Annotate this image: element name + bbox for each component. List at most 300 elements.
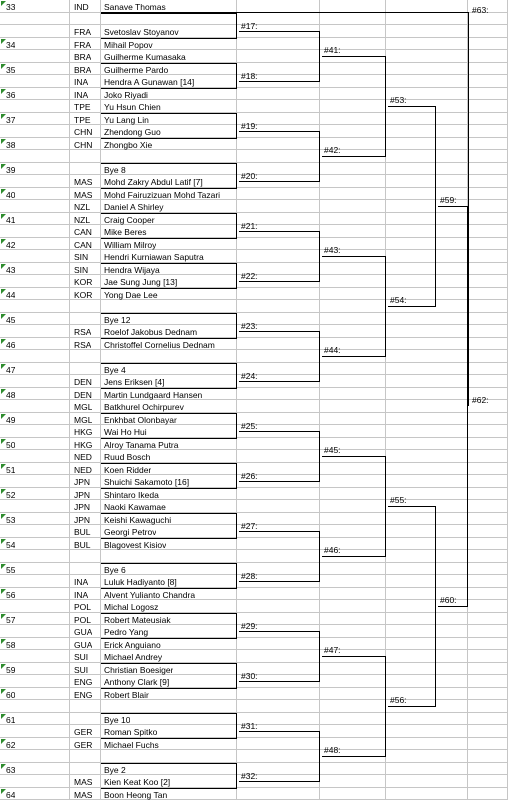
country-code: GUA xyxy=(74,639,93,650)
sheet-cell[interactable] xyxy=(70,700,101,713)
sheet-cell[interactable] xyxy=(0,200,70,213)
sheet-cell[interactable] xyxy=(386,213,468,226)
sheet-cell[interactable] xyxy=(70,750,101,763)
sheet-cell[interactable] xyxy=(386,725,468,738)
sheet-cell[interactable] xyxy=(70,563,101,576)
sheet-cell[interactable] xyxy=(386,275,468,288)
sheet-cell[interactable] xyxy=(237,200,320,213)
player-name: Craig Cooper xyxy=(104,214,155,225)
sheet-cell[interactable] xyxy=(468,63,508,76)
sheet-cell[interactable] xyxy=(0,25,70,38)
sheet-cell[interactable] xyxy=(0,575,70,588)
sheet-cell[interactable] xyxy=(386,325,468,338)
sheet-cell[interactable] xyxy=(386,763,468,776)
sheet-cell[interactable] xyxy=(237,488,320,501)
sheet-cell[interactable] xyxy=(320,763,386,776)
sheet-cell[interactable] xyxy=(320,575,386,588)
sheet-cell[interactable] xyxy=(468,25,508,38)
sheet-cell[interactable] xyxy=(386,350,468,363)
sheet-cell[interactable] xyxy=(320,675,386,688)
match-number-label: #43: xyxy=(324,245,341,256)
sheet-cell[interactable] xyxy=(237,400,320,413)
sheet-cell[interactable] xyxy=(386,563,468,576)
sheet-cell[interactable] xyxy=(468,413,508,426)
sheet-cell[interactable] xyxy=(0,75,70,88)
bracket-line xyxy=(239,781,320,782)
sheet-cell[interactable] xyxy=(320,288,386,301)
sheet-cell[interactable] xyxy=(0,350,70,363)
sheet-cell[interactable] xyxy=(468,263,508,276)
sheet-cell[interactable] xyxy=(101,350,237,363)
sheet-cell[interactable] xyxy=(320,100,386,113)
match-number-label: #28: xyxy=(241,571,258,582)
sheet-cell[interactable] xyxy=(320,325,386,338)
sheet-cell[interactable] xyxy=(386,138,468,151)
sheet-cell[interactable] xyxy=(0,700,70,713)
sheet-cell[interactable] xyxy=(386,50,468,63)
sheet-cell[interactable] xyxy=(386,775,468,788)
draw-position-number: 45 xyxy=(6,314,16,325)
player-name: Blagovest Kisiov xyxy=(104,539,167,550)
sheet-cell[interactable] xyxy=(320,775,386,788)
match-number-label: #48: xyxy=(324,745,341,756)
bracket-line xyxy=(101,238,237,239)
sheet-cell[interactable] xyxy=(237,638,320,651)
sheet-cell[interactable] xyxy=(320,300,386,313)
sheet-cell[interactable] xyxy=(468,750,508,763)
draw-position-number: 36 xyxy=(6,89,16,100)
sheet-cell[interactable] xyxy=(237,788,320,801)
sheet-cell[interactable] xyxy=(468,363,508,376)
bracket-line xyxy=(239,31,320,32)
sheet-cell[interactable] xyxy=(237,550,320,563)
sheet-cell[interactable] xyxy=(0,725,70,738)
sheet-cell[interactable] xyxy=(468,275,508,288)
sheet-cell[interactable] xyxy=(70,163,101,176)
sheet-cell[interactable] xyxy=(320,600,386,613)
sheet-cell[interactable] xyxy=(237,750,320,763)
bracket-line xyxy=(101,338,237,339)
sheet-cell[interactable] xyxy=(320,663,386,676)
player-name: Bye 8 xyxy=(104,164,126,175)
sheet-cell[interactable] xyxy=(386,575,468,588)
sheet-cell[interactable] xyxy=(320,225,386,238)
sheet-cell[interactable] xyxy=(0,250,70,263)
sheet-cell[interactable] xyxy=(0,600,70,613)
sheet-cell[interactable] xyxy=(468,88,508,101)
sheet-cell[interactable] xyxy=(468,775,508,788)
sheet-cell[interactable] xyxy=(237,500,320,513)
bracket-line xyxy=(239,631,320,632)
sheet-cell[interactable] xyxy=(468,313,508,326)
sheet-cell[interactable] xyxy=(320,413,386,426)
sheet-cell[interactable] xyxy=(237,700,320,713)
sheet-cell[interactable] xyxy=(386,525,468,538)
sheet-cell[interactable] xyxy=(468,75,508,88)
sheet-cell[interactable] xyxy=(386,363,468,376)
sheet-cell[interactable] xyxy=(468,563,508,576)
sheet-cell[interactable] xyxy=(386,538,468,551)
sheet-cell[interactable] xyxy=(386,75,468,88)
bracket-line xyxy=(239,731,320,732)
sheet-cell[interactable] xyxy=(237,100,320,113)
draw-position-number: 50 xyxy=(6,439,16,450)
sheet-cell[interactable] xyxy=(386,13,468,26)
sheet-cell[interactable] xyxy=(386,675,468,688)
sheet-cell[interactable] xyxy=(468,700,508,713)
sheet-cell[interactable] xyxy=(101,750,237,763)
player-name: Kien Keat Koo [2] xyxy=(104,777,171,787)
sheet-cell[interactable] xyxy=(0,275,70,288)
sheet-cell[interactable] xyxy=(386,613,468,626)
sheet-cell[interactable] xyxy=(386,225,468,238)
sheet-cell[interactable] xyxy=(0,625,70,638)
sheet-cell[interactable] xyxy=(386,425,468,438)
sheet-cell[interactable] xyxy=(468,525,508,538)
sheet-cell[interactable] xyxy=(237,738,320,751)
sheet-cell[interactable] xyxy=(468,463,508,476)
sheet-cell[interactable] xyxy=(0,300,70,313)
player-name: Sanave Thomas xyxy=(104,2,166,12)
sheet-cell[interactable] xyxy=(468,438,508,451)
sheet-cell[interactable] xyxy=(0,125,70,138)
sheet-cell[interactable] xyxy=(320,500,386,513)
sheet-cell[interactable] xyxy=(468,663,508,676)
sheet-cell[interactable] xyxy=(386,113,468,126)
sheet-cell[interactable] xyxy=(237,450,320,463)
sheet-cell[interactable] xyxy=(70,550,101,563)
bracket-line xyxy=(101,213,237,214)
sheet-cell[interactable] xyxy=(0,450,70,463)
match-number-label: #29: xyxy=(241,621,258,632)
sheet-cell[interactable] xyxy=(237,538,320,551)
sheet-cell[interactable] xyxy=(70,363,101,376)
sheet-cell[interactable] xyxy=(386,663,468,676)
sheet-cell[interactable] xyxy=(468,250,508,263)
sheet-cell[interactable] xyxy=(70,713,101,726)
sheet-cell[interactable] xyxy=(386,413,468,426)
sheet-cell[interactable] xyxy=(386,388,468,401)
sheet-cell[interactable] xyxy=(237,650,320,663)
sheet-cell[interactable] xyxy=(468,375,508,388)
sheet-cell[interactable] xyxy=(468,588,508,601)
sheet-cell[interactable] xyxy=(320,363,386,376)
sheet-cell[interactable] xyxy=(468,300,508,313)
sheet-cell[interactable] xyxy=(386,788,468,801)
sheet-cell[interactable] xyxy=(237,138,320,151)
sheet-cell[interactable] xyxy=(386,750,468,763)
country-code: BRA xyxy=(74,64,92,75)
sheet-cell[interactable] xyxy=(0,50,70,63)
sheet-cell[interactable] xyxy=(468,288,508,301)
sheet-cell[interactable] xyxy=(320,275,386,288)
sheet-cell[interactable] xyxy=(468,175,508,188)
sheet-cell[interactable] xyxy=(237,600,320,613)
bracket-line xyxy=(101,638,237,639)
player-name: Bye 12 xyxy=(104,314,131,325)
bracket-line xyxy=(101,113,237,114)
player-name: William Milroy xyxy=(104,239,157,250)
sheet-cell[interactable] xyxy=(101,300,237,313)
sheet-cell[interactable] xyxy=(468,763,508,776)
sheet-cell[interactable] xyxy=(320,625,386,638)
sheet-cell[interactable] xyxy=(0,175,70,188)
sheet-cell[interactable] xyxy=(320,525,386,538)
bracket-line xyxy=(101,563,237,564)
sheet-cell[interactable] xyxy=(468,213,508,226)
sheet-cell[interactable] xyxy=(468,638,508,651)
sheet-cell[interactable] xyxy=(468,150,508,163)
sheet-cell[interactable] xyxy=(0,750,70,763)
sheet-cell[interactable] xyxy=(0,775,70,788)
sheet-cell[interactable] xyxy=(468,513,508,526)
sheet-cell[interactable] xyxy=(468,350,508,363)
sheet-cell[interactable] xyxy=(70,313,101,326)
player-name: Alvent Yulianto Chandra xyxy=(104,589,196,600)
country-code: NED xyxy=(74,452,92,462)
sheet-cell[interactable] xyxy=(320,125,386,138)
sheet-cell[interactable] xyxy=(468,500,508,513)
sheet-cell[interactable] xyxy=(468,188,508,201)
sheet-cell[interactable] xyxy=(468,675,508,688)
sheet-cell[interactable] xyxy=(237,350,320,363)
sheet-cell[interactable] xyxy=(386,163,468,176)
sheet-cell[interactable] xyxy=(468,613,508,626)
player-name: Michal Logosz xyxy=(104,602,159,612)
country-code: KOR xyxy=(74,289,93,300)
sheet-cell[interactable] xyxy=(0,13,70,26)
sheet-cell[interactable] xyxy=(386,25,468,38)
sheet-cell[interactable] xyxy=(386,338,468,351)
sheet-cell[interactable] xyxy=(237,588,320,601)
sheet-cell[interactable] xyxy=(468,725,508,738)
sheet-cell[interactable] xyxy=(468,125,508,138)
country-code: CAN xyxy=(74,239,92,250)
sheet-cell[interactable] xyxy=(468,550,508,563)
sheet-cell[interactable] xyxy=(468,113,508,126)
sheet-cell[interactable] xyxy=(386,513,468,526)
sheet-cell[interactable] xyxy=(70,350,101,363)
sheet-cell[interactable] xyxy=(468,225,508,238)
sheet-cell[interactable] xyxy=(237,88,320,101)
sheet-cell[interactable] xyxy=(320,725,386,738)
sheet-cell[interactable] xyxy=(70,150,101,163)
sheet-cell[interactable] xyxy=(101,700,237,713)
sheet-cell[interactable] xyxy=(468,538,508,551)
sheet-cell[interactable] xyxy=(386,150,468,163)
sheet-cell[interactable] xyxy=(237,300,320,313)
sheet-cell[interactable] xyxy=(468,488,508,501)
player-name: Roelof Jakobus Dednam xyxy=(104,327,198,337)
sheet-cell[interactable] xyxy=(320,513,386,526)
sheet-cell[interactable] xyxy=(0,400,70,413)
sheet-cell[interactable] xyxy=(320,388,386,401)
sheet-cell[interactable] xyxy=(386,400,468,413)
sheet-cell[interactable] xyxy=(237,288,320,301)
sheet-cell[interactable] xyxy=(468,575,508,588)
sheet-cell[interactable] xyxy=(468,200,508,213)
sheet-cell[interactable] xyxy=(386,450,468,463)
sheet-cell[interactable] xyxy=(237,238,320,251)
sheet-cell[interactable] xyxy=(386,463,468,476)
sheet-cell[interactable] xyxy=(468,713,508,726)
sheet-cell[interactable] xyxy=(386,263,468,276)
sheet-cell[interactable] xyxy=(0,650,70,663)
sheet-cell[interactable] xyxy=(386,175,468,188)
sheet-cell[interactable] xyxy=(468,338,508,351)
sheet-cell[interactable] xyxy=(320,375,386,388)
sheet-cell[interactable] xyxy=(320,175,386,188)
sheet-cell[interactable] xyxy=(386,63,468,76)
sheet-cell[interactable] xyxy=(237,250,320,263)
sheet-cell[interactable] xyxy=(386,738,468,751)
sheet-cell[interactable] xyxy=(468,650,508,663)
sheet-cell[interactable] xyxy=(468,600,508,613)
sheet-cell[interactable] xyxy=(320,75,386,88)
match-number-label: #30: xyxy=(241,671,258,682)
draw-position-number: 39 xyxy=(6,164,16,175)
sheet-cell[interactable] xyxy=(386,713,468,726)
sheet-cell[interactable] xyxy=(0,525,70,538)
sheet-cell[interactable] xyxy=(0,425,70,438)
sheet-cell[interactable] xyxy=(320,700,386,713)
sheet-cell[interactable] xyxy=(386,238,468,251)
country-code: NZL xyxy=(74,202,91,212)
sheet-cell[interactable] xyxy=(237,188,320,201)
sheet-cell[interactable] xyxy=(320,475,386,488)
sheet-cell[interactable] xyxy=(320,713,386,726)
sheet-cell[interactable] xyxy=(320,200,386,213)
sheet-cell[interactable] xyxy=(386,125,468,138)
sheet-cell[interactable] xyxy=(468,788,508,801)
sheet-cell[interactable] xyxy=(0,100,70,113)
sheet-cell[interactable] xyxy=(320,488,386,501)
country-code: HKG xyxy=(74,427,93,437)
sheet-cell[interactable] xyxy=(70,763,101,776)
sheet-cell[interactable] xyxy=(468,450,508,463)
sheet-cell[interactable] xyxy=(386,638,468,651)
bracket-line xyxy=(101,438,237,439)
draw-position-number: 40 xyxy=(6,189,16,200)
sheet-cell[interactable] xyxy=(320,588,386,601)
country-code: INA xyxy=(74,89,89,100)
sheet-cell[interactable] xyxy=(386,550,468,563)
sheet-cell[interactable] xyxy=(386,375,468,388)
sheet-cell[interactable] xyxy=(468,475,508,488)
sheet-cell[interactable] xyxy=(468,738,508,751)
sheet-cell[interactable] xyxy=(0,325,70,338)
bracket-line xyxy=(322,56,386,57)
draw-position-number: 54 xyxy=(6,539,16,550)
bracket-line xyxy=(385,56,386,156)
country-code: INA xyxy=(74,577,89,587)
sheet-cell[interactable] xyxy=(0,500,70,513)
sheet-cell[interactable] xyxy=(386,625,468,638)
country-code: SUI xyxy=(74,664,89,675)
player-name: Yong Dae Lee xyxy=(104,289,158,300)
sheet-cell[interactable] xyxy=(320,63,386,76)
sheet-cell[interactable] xyxy=(320,313,386,326)
sheet-cell[interactable] xyxy=(237,338,320,351)
sheet-cell[interactable] xyxy=(320,425,386,438)
sheet-cell[interactable] xyxy=(320,463,386,476)
sheet-cell[interactable] xyxy=(0,225,70,238)
sheet-cell[interactable] xyxy=(0,675,70,688)
draw-position-number: 35 xyxy=(6,64,16,75)
match-number-label: #63: xyxy=(472,5,489,15)
sheet-cell[interactable] xyxy=(320,163,386,176)
bracket-line xyxy=(322,156,386,157)
sheet-cell[interactable] xyxy=(320,613,386,626)
sheet-cell[interactable] xyxy=(320,788,386,801)
sheet-cell[interactable] xyxy=(101,13,237,26)
bracket-line xyxy=(236,163,237,188)
sheet-cell[interactable] xyxy=(386,250,468,263)
sheet-cell[interactable] xyxy=(0,550,70,563)
sheet-cell[interactable] xyxy=(320,25,386,38)
sheet-cell[interactable] xyxy=(320,113,386,126)
sheet-cell[interactable] xyxy=(101,550,237,563)
sheet-cell[interactable] xyxy=(237,438,320,451)
sheet-cell[interactable] xyxy=(237,388,320,401)
sheet-cell[interactable] xyxy=(0,150,70,163)
sheet-cell[interactable] xyxy=(468,138,508,151)
country-code: DEN xyxy=(74,389,92,400)
sheet-cell[interactable] xyxy=(101,150,237,163)
sheet-cell[interactable] xyxy=(320,563,386,576)
draw-position-number: 55 xyxy=(6,564,16,575)
sheet-cell[interactable] xyxy=(70,13,101,26)
sheet-cell[interactable] xyxy=(320,688,386,701)
sheet-cell[interactable] xyxy=(468,625,508,638)
sheet-cell[interactable] xyxy=(386,313,468,326)
sheet-cell[interactable] xyxy=(70,300,101,313)
sheet-cell[interactable] xyxy=(320,188,386,201)
bracket-line xyxy=(319,631,320,681)
sheet-cell[interactable] xyxy=(386,38,468,51)
sheet-cell[interactable] xyxy=(237,38,320,51)
sheet-cell[interactable] xyxy=(468,688,508,701)
bracket-line xyxy=(236,663,237,688)
sheet-cell[interactable] xyxy=(468,50,508,63)
sheet-cell[interactable] xyxy=(320,400,386,413)
draw-position-number: 59 xyxy=(6,664,16,675)
sheet-cell[interactable] xyxy=(468,38,508,51)
sheet-cell[interactable] xyxy=(320,88,386,101)
sheet-cell[interactable] xyxy=(320,263,386,276)
sheet-cell[interactable] xyxy=(386,475,468,488)
sheet-cell[interactable] xyxy=(237,688,320,701)
sheet-cell[interactable] xyxy=(386,438,468,451)
sheet-cell[interactable] xyxy=(468,163,508,176)
sheet-cell[interactable] xyxy=(0,375,70,388)
sheet-cell[interactable] xyxy=(0,475,70,488)
sheet-cell[interactable] xyxy=(237,50,320,63)
sheet-cell[interactable] xyxy=(320,13,386,26)
sheet-cell[interactable] xyxy=(468,425,508,438)
sheet-cell[interactable] xyxy=(468,238,508,251)
player-name: Daniel A Shirley xyxy=(104,202,164,212)
match-number-label: #18: xyxy=(241,71,258,82)
country-code: MAS xyxy=(74,177,93,187)
player-name: Ruud Bosch xyxy=(104,452,151,462)
player-name: Zhendong Guo xyxy=(104,127,161,137)
sheet-cell[interactable] xyxy=(468,325,508,338)
sheet-cell[interactable] xyxy=(468,100,508,113)
sheet-cell[interactable] xyxy=(386,650,468,663)
sheet-cell[interactable] xyxy=(320,213,386,226)
sheet-cell[interactable] xyxy=(237,150,320,163)
